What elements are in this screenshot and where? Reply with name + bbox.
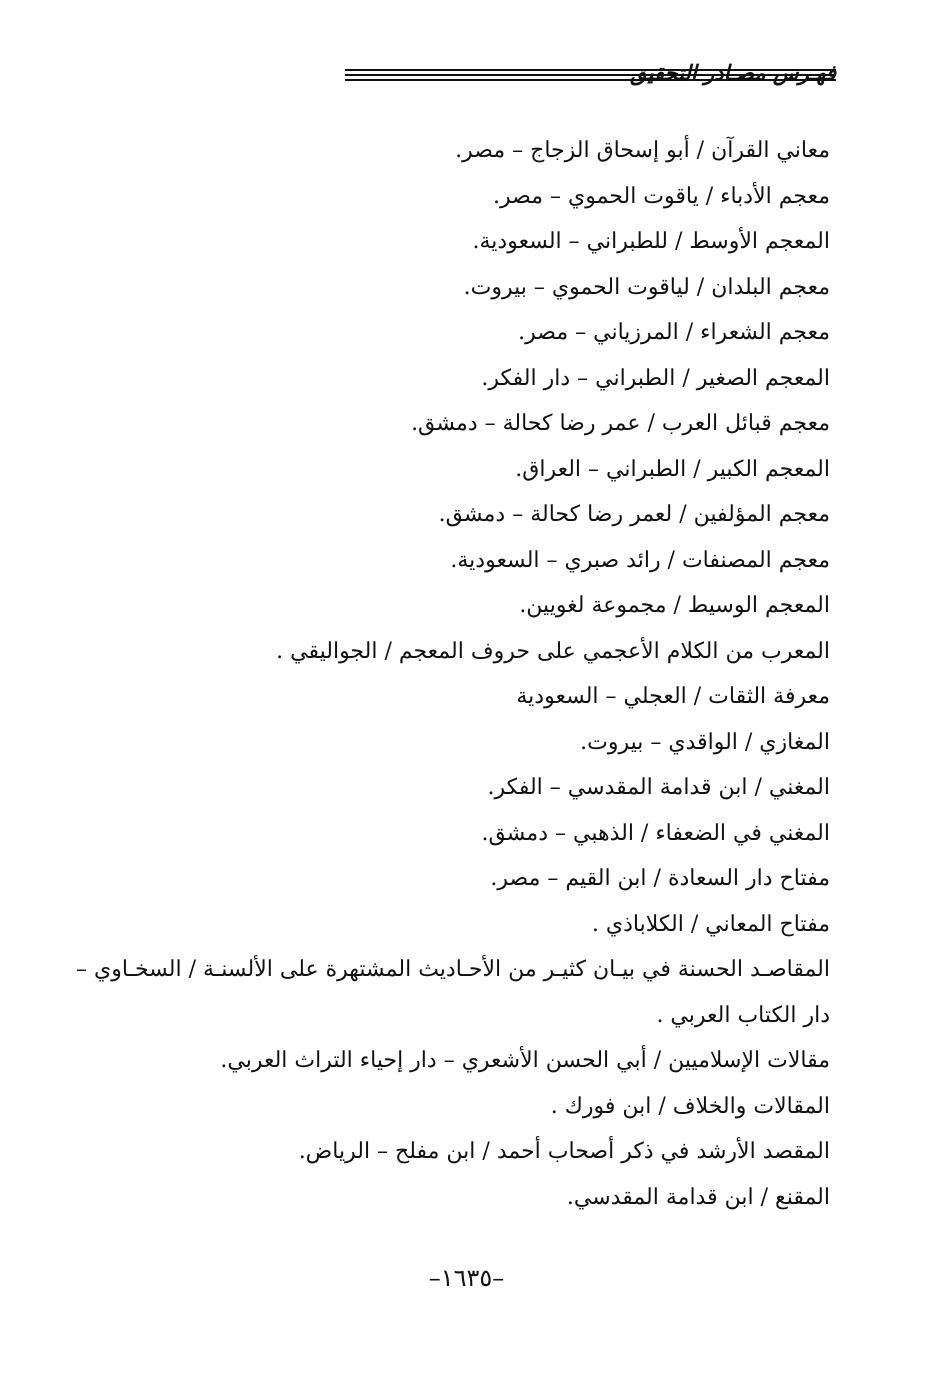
bibliography-entry: معجم الشعراء / المرزياني – مصر. [518, 320, 830, 345]
bibliography-entry: المغني / ابن قدامة المقدسي – الفكر. [487, 775, 830, 800]
bibliography-entry: معجم الأدباء / ياقوت الحموي – مصر. [493, 183, 830, 209]
bibliography-entry: معجم المؤلفين / لعمر رضا كحالة – دمشق. [438, 502, 830, 527]
bibliography-entry: معرفة الثقات / العجلي – السعودية [516, 684, 830, 709]
bibliography-entry: معجم البلدان / لياقوت الحموي – بيروت. [463, 274, 830, 300]
bibliography-entry: مقالات الإسلاميين / أبي الحسن الأشعري – دار إحياء التراث العربي. [220, 1048, 830, 1073]
bibliography-entry: مفتاح دار السعادة / ابن القيم – مصر. [490, 866, 830, 891]
bibliography-entry: المعرب من الكلام الأعجمي على حروف المعجم / الجواليقي . [276, 638, 830, 664]
bibliography-entry: معجم قبائل العرب / عمر رضا كحالة – دمشق. [411, 411, 830, 436]
bibliography-entry: المقصد الأرشد في ذكر أصحاب أحمد / ابن مفلح – الرياض. [298, 1139, 830, 1164]
bibliography-list [75, 128, 830, 1220]
bibliography-entry: المقاصـد الحسنة في بيـان كثيـر من الأحـاديث المشتهرة على الألسنـة / السخـاوي – [75, 957, 830, 982]
page-number: –١٦٣٥– [428, 1264, 505, 1292]
bibliography-entry: المغازي / الواقدي – بيروت. [580, 729, 830, 755]
bibliography-entry: المغني في الضعفاء / الذهبي – دمشق. [481, 820, 830, 846]
bibliography-entry-continuation: دار الكتاب العربي . [656, 1002, 830, 1028]
bibliography-entry: معاني القرآن / أبو إسحاق الزجاج – مصر. [455, 138, 830, 163]
bibliography-entry: المعجم الكبير / الطبراني – العراق. [515, 456, 830, 482]
bibliography-entry: مفتاح المعاني / الكلاباذي . [591, 911, 830, 937]
running-header [100, 58, 836, 92]
bibliography-entry: المقنع / ابن قدامة المقدسي. [566, 1184, 830, 1210]
bibliography-entry: المقالات والخلاف / ابن فورك . [550, 1093, 830, 1119]
bibliography-entry: المعجم الأوسط / للطبراني – السعودية. [472, 229, 830, 254]
bibliography-entry: المعجم الوسيط / مجموعة لغويين. [519, 593, 830, 618]
header-title: فهـرس مصـادر التحقيق [630, 60, 836, 85]
bibliography-entry: المعجم الصغير / الطبراني – دار الفكر. [481, 365, 830, 391]
bibliography-entry: معجم المصنفات / رائد صبري – السعودية. [450, 547, 830, 573]
